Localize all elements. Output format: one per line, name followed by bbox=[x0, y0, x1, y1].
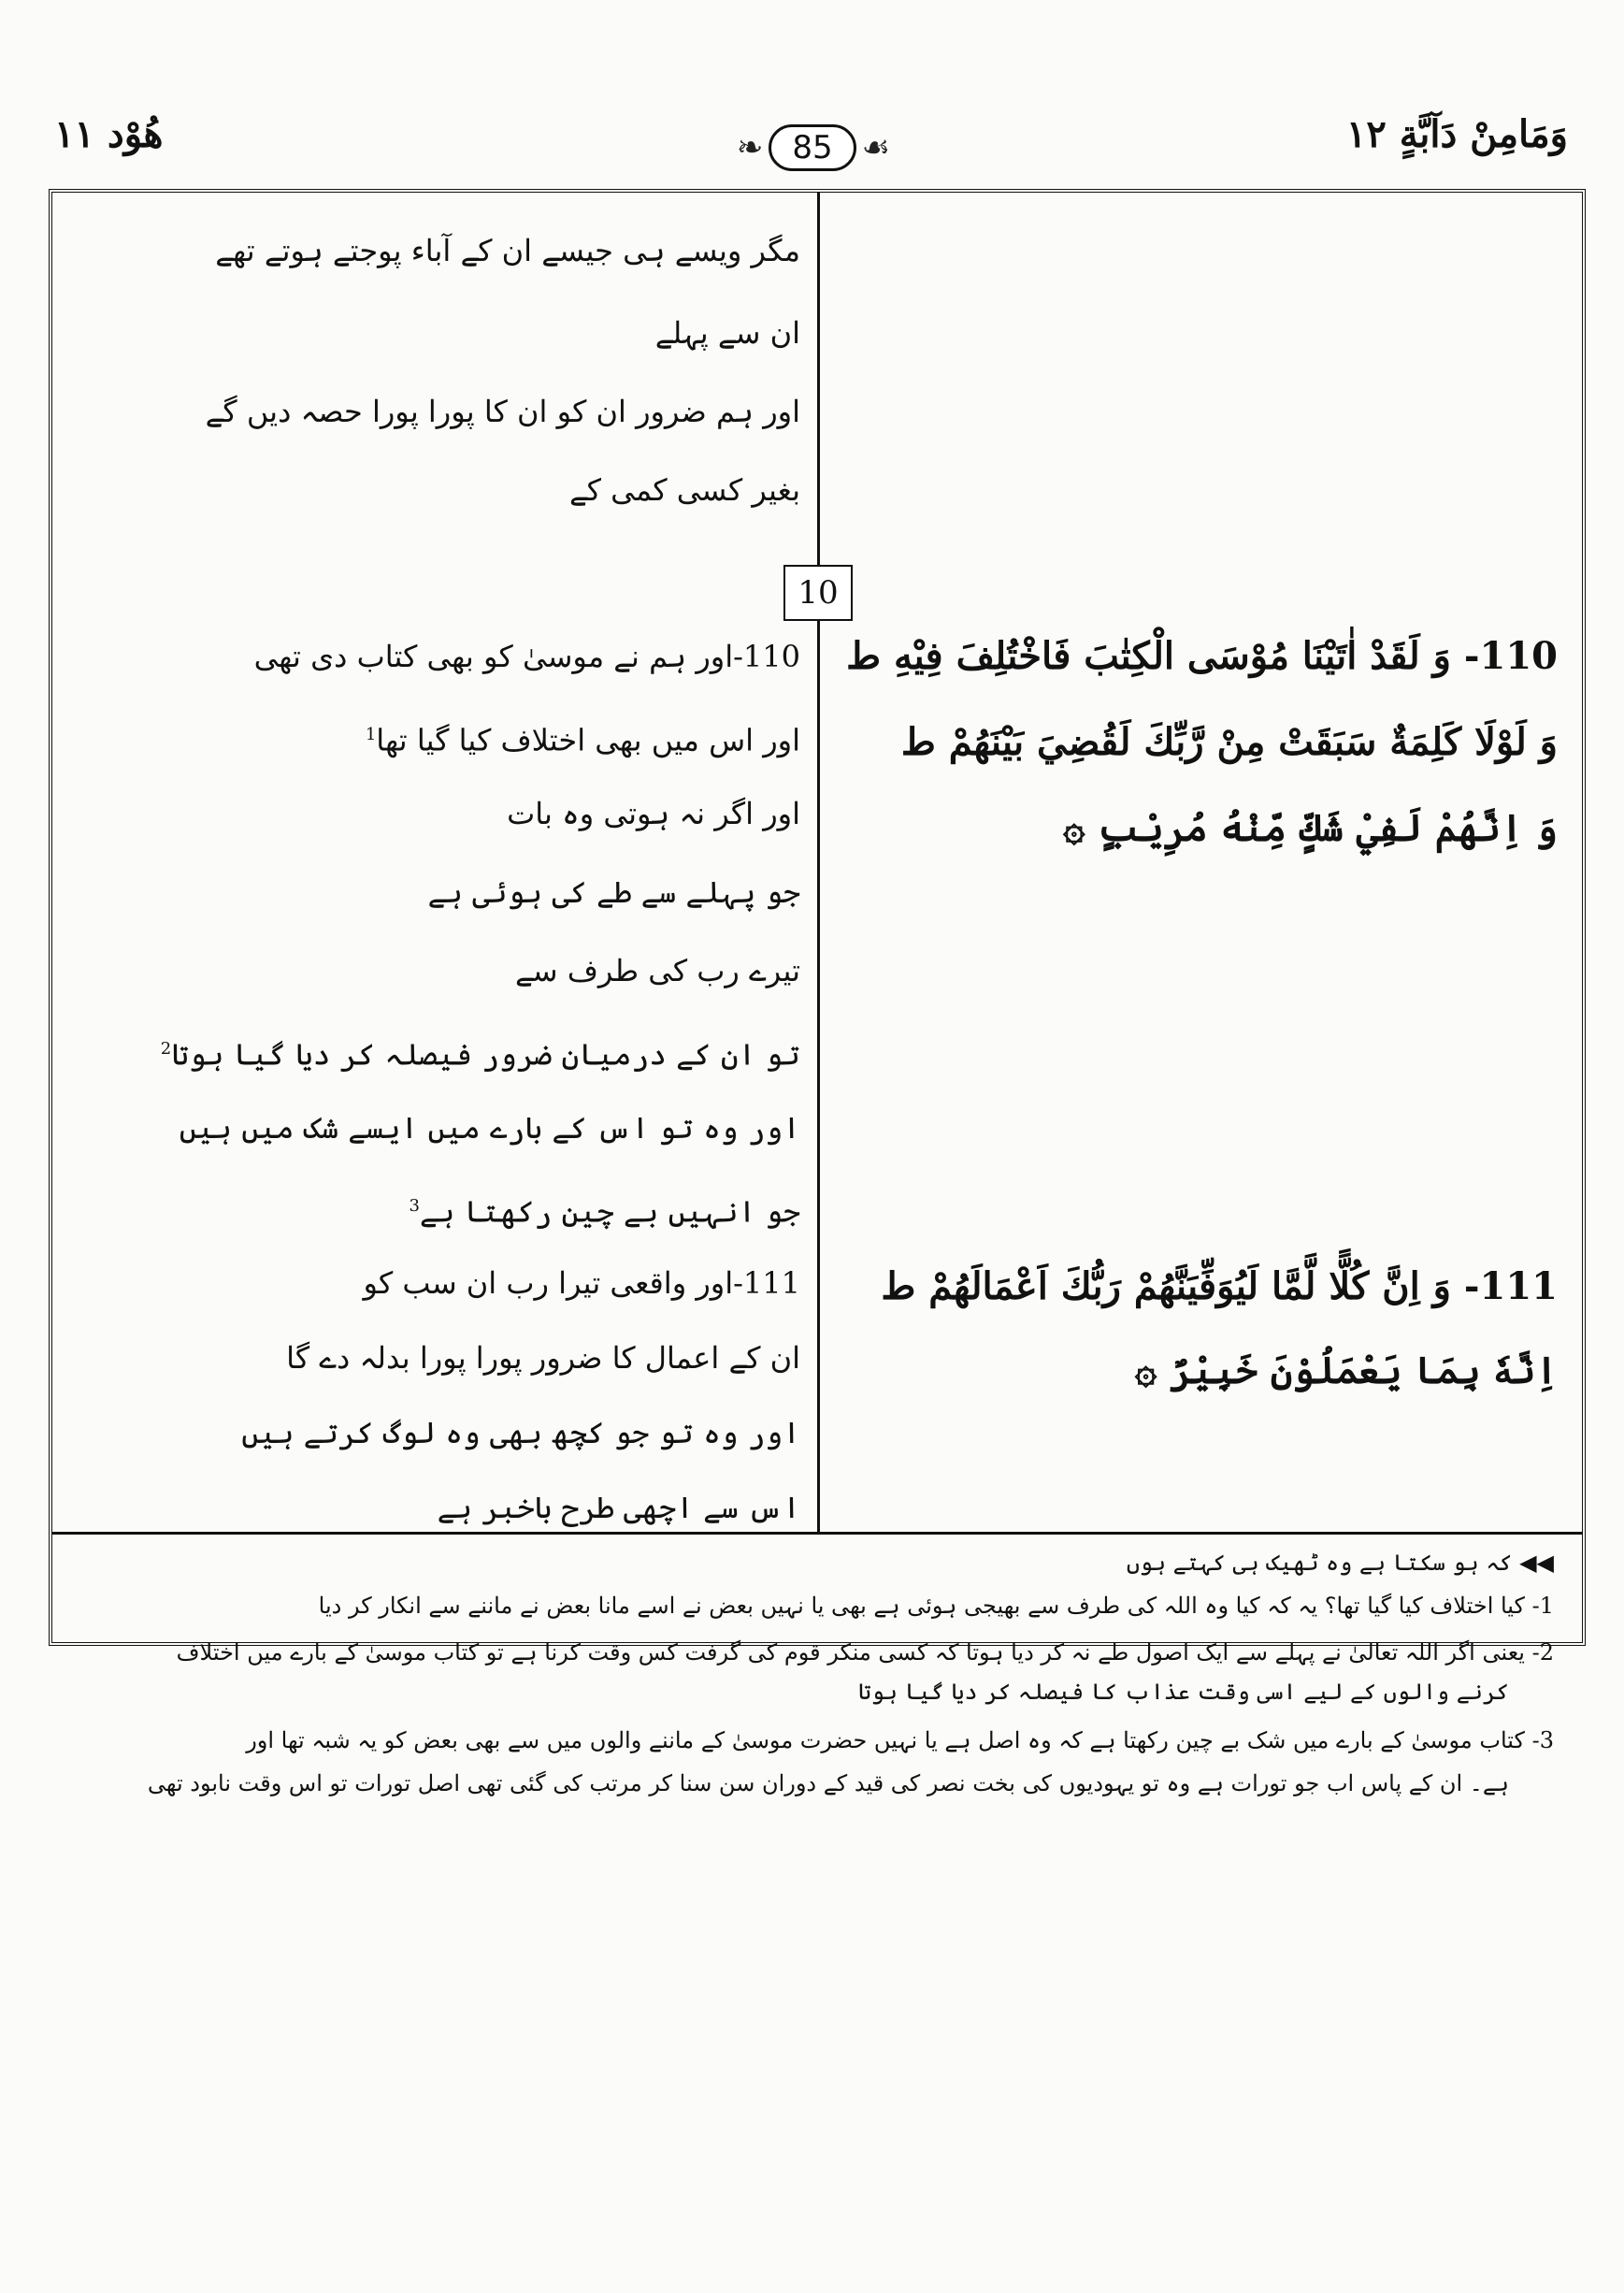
footnote-3-cont: ہے۔ ان کے پاس اب جو تورات ہے وہ تو یہودیوں کی بخت نصر کی قید کے دوران سن سنا کر مرتب کی گئی تھی اصل تورات تو اس وقت نابود تھی bbox=[147, 1770, 1509, 1796]
translation-line bbox=[366, 716, 800, 759]
ruku-number-box: 10 bbox=[783, 565, 853, 621]
footnote-2: 2- یعنی اگر اللہ تعالیٰ نے پہلے سے ایک اصول طے نہ کر دیا ہوتا کہ کسی منکر قوم کی گرفت کس وقت کرنا ہے تو کتاب موسیٰ کے بارے میں اختلاف bbox=[176, 1639, 1554, 1666]
translation-line: جو پہلے سے طے کی ہوئی ہے bbox=[427, 874, 800, 910]
translation-line: اور ہم ضرور ان کو ان کا پورا پورا حصہ دیں گے bbox=[205, 394, 800, 429]
page-number: 85 bbox=[769, 124, 855, 171]
ayah-line: 111- وَ اِنَّ كُلًّا لَّمَّا لَيُوَفِّيَنَّهُمْ رَبُّكَ اَعْمَالَهُمْ ط bbox=[881, 1264, 1558, 1308]
footnote-3: 3- کتاب موسیٰ کے بارے میں شک بے چین رکھتا ہے کہ وہ اصل ہے یا نہیں حضرت موسیٰ کے ماننے والوں میں سے بھی بعض کو یہ شبہ تھا اور bbox=[246, 1727, 1554, 1753]
translation-line-ayah-111: 111-اور واقعی تیرا رب ان سب کو bbox=[363, 1265, 800, 1301]
translation-line: اور وہ تو اس کے بارے میں ایسے شک میں ہیں bbox=[179, 1110, 800, 1146]
footnote-intro bbox=[1127, 1549, 1554, 1577]
ayah-line: وَ لَوْلَا كَلِمَةٌ سَبَقَتْ مِنْ رَّبِّكَ لَقُضِيَ بَيْنَهُمْ ط bbox=[900, 720, 1558, 764]
footnote-ref: 1 bbox=[365, 725, 377, 744]
translation-line: اور اگر نہ ہوتی وہ بات bbox=[507, 796, 800, 831]
ayah-line: اِنَّهٗ بِمَا يَعْمَلُوْنَ خَبِيْرٌ ۞ bbox=[1134, 1348, 1558, 1392]
translation-line: تیرے رب کی طرف سے bbox=[515, 953, 800, 988]
footnote-ref: 2 bbox=[160, 1039, 172, 1059]
right-ornament-icon: ☙ bbox=[861, 129, 891, 166]
translation-text: جو انہیں بے چین رکھتا ہے bbox=[419, 1193, 800, 1230]
translation-line bbox=[409, 1188, 800, 1231]
translation-line-ayah-110: 110-اور ہم نے موسیٰ کو بھی کتاب دی تھی bbox=[253, 639, 800, 674]
ayah-line: 110- وَ لَقَدْ اٰتَيْنَا مُوْسَى الْكِتٰبَ فَاخْتُلِفَ فِيْهِ ط bbox=[846, 634, 1558, 678]
translation-line: مگر ویسے ہی جیسے ان کے آباء پوجتے ہوتے تھے bbox=[215, 233, 800, 268]
translation-line: بغیر کسی کمی کے bbox=[568, 472, 800, 508]
juz-name-header: وَمَامِنْ دَآبَّةٍ ۱۲ bbox=[1345, 112, 1568, 156]
footnote-intro-text: کہ ہو سکتا ہے وہ ٹھیک ہی کہتے ہوں bbox=[1126, 1550, 1513, 1576]
footnote-divider bbox=[52, 1532, 1582, 1535]
translation-line: اور وہ تو جو کچھ بھی وہ لوگ کرتے ہیں bbox=[241, 1415, 800, 1450]
arrow-marker-icon: ◀◀ bbox=[1519, 1550, 1554, 1576]
surah-name-header: هُوْد ۱۱ bbox=[54, 112, 164, 156]
translation-line bbox=[161, 1031, 800, 1074]
page-number-ornament bbox=[692, 118, 935, 178]
translation-line: ان کے اعمال کا ضرور پورا پورا بدلہ دے گا bbox=[286, 1340, 800, 1376]
footnote-1: 1- کیا اختلاف کیا گیا تھا؟ یہ کہ کیا وہ اللہ کی طرف سے بھیجی ہوئی ہے بھی یا نہیں بعض نے اسے مانا بعض نے ماننے سے انکار کر دیا bbox=[318, 1593, 1554, 1619]
translation-line: اس سے اچھی طرح باخبر ہے bbox=[437, 1490, 800, 1525]
page-frame bbox=[49, 189, 1586, 1796]
ayah-line: وَ اِنَّهُمْ لَفِيْ شَكٍّ مِّنْهُ مُرِيْبٍ ۞ bbox=[1063, 806, 1558, 850]
footnote-2-cont: کرنے والوں کے لیے اسی وقت عذاب کا فیصلہ کر دیا گیا ہوتا bbox=[857, 1679, 1509, 1705]
translation-text: اور اس میں بھی اختلاف کیا گیا تھا bbox=[376, 722, 800, 758]
footnote-ref: 3 bbox=[409, 1196, 420, 1216]
column-divider bbox=[817, 193, 820, 1532]
left-ornament-icon: ❧ bbox=[736, 129, 764, 166]
translation-text: تو ان کے درمیان ضرور فیصلہ کر دیا گیا ہوتا bbox=[171, 1036, 800, 1073]
translation-line: ان سے پہلے bbox=[654, 315, 800, 351]
